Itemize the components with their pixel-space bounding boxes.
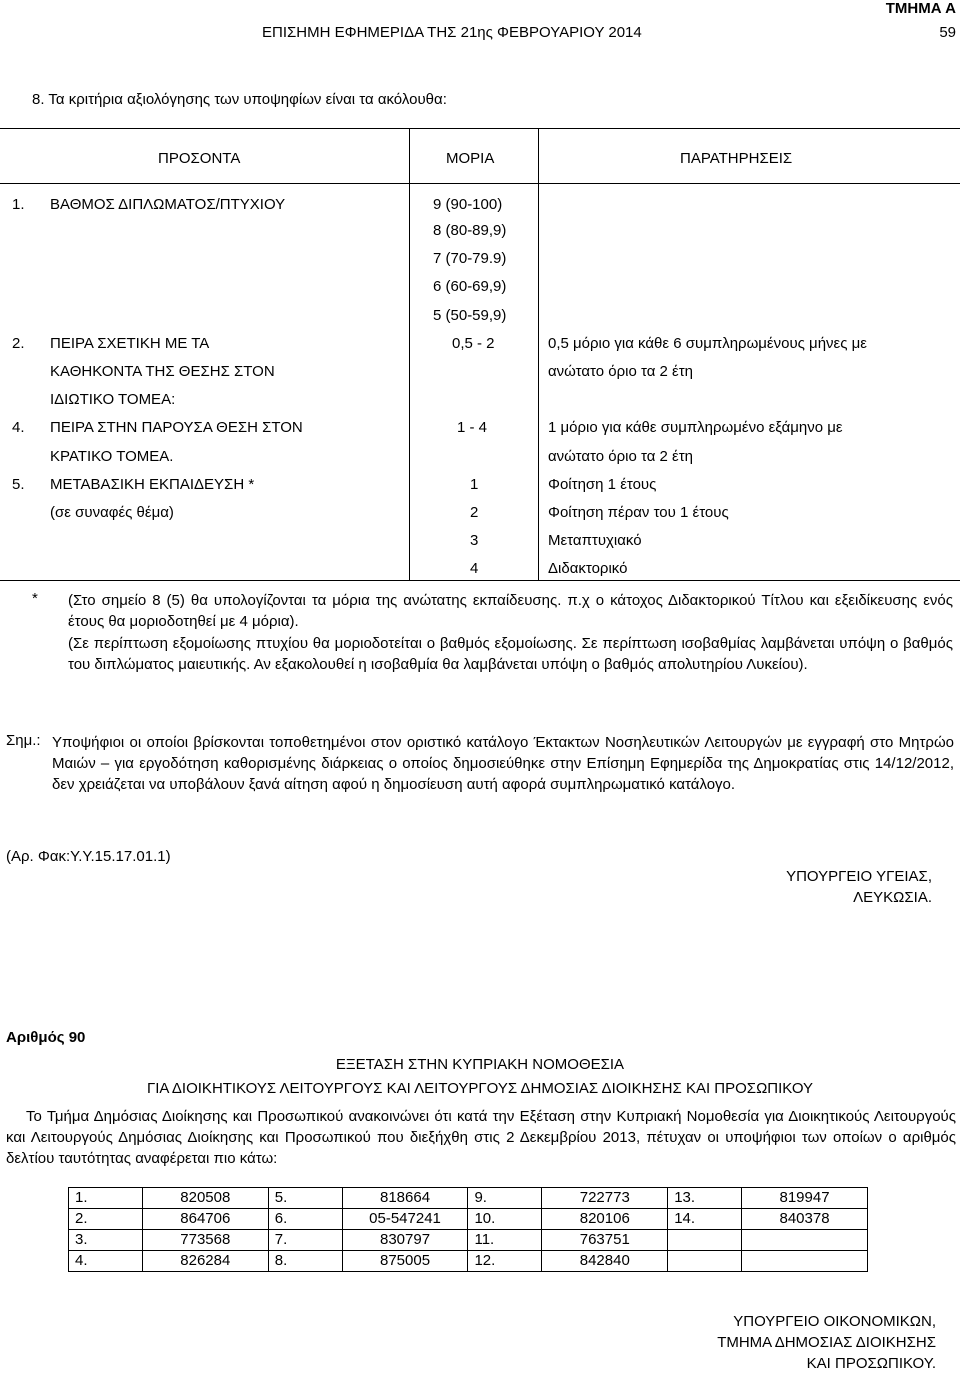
remark-text: Μεταπτυχιακό — [548, 532, 642, 549]
points-value: 0,5 - 2 — [452, 335, 495, 352]
gazette-title: ΕΠΙΣΗΜΗ ΕΦΗΜΕΡΙΔΑ ΤΗΣ 21ης ΦΕΒΡΟΥΑΡΙΟΥ 2014 — [262, 24, 642, 41]
table-bottom-border — [0, 580, 960, 581]
table-cell: 9. — [468, 1188, 542, 1209]
row-number: 1. — [12, 196, 25, 213]
table-cell: 826284 — [142, 1251, 268, 1272]
row-number: 4. — [12, 419, 25, 436]
points-value: 3 — [470, 532, 479, 549]
row-title: ΚΑΘΗΚΟΝΤΑ ΤΗΣ ΘΕΣΗΣ ΣΤΟΝ — [50, 363, 275, 380]
page-number: 59 — [939, 24, 956, 41]
points-value: 6 (60-69,9) — [433, 278, 507, 295]
remark-text: Διδακτορικό — [548, 560, 628, 577]
table-cell: 7. — [268, 1230, 342, 1251]
row-title: (σε συναφές θέμα) — [50, 504, 174, 521]
signature-line: ΚΑΙ ΠΡΟΣΩΠΙΚΟΥ. — [806, 1355, 936, 1372]
table-cell — [742, 1230, 868, 1251]
signature-line: ΛΕΥΚΩΣΙΑ. — [853, 889, 932, 906]
notice-body: Το Τμήμα Δημόσιας Διοίκησης και Προσωπικού ανακοινώνει ότι κατά την Εξέταση στην Κυπριακή Νομοθεσία για Διοικητικούς Λειτουργούς και Λειτουργούς Δημόσιας Διοίκησης και Προσωπικού που διεξήχθη στις 2 Δεκεμβρίου 2013, πέτυχαν οι υποψήφιοι των οποίων ο αριθμός δελτίου ταυτότητας αναφέρεται πιο κάτω: — [6, 1108, 956, 1167]
table-cell: 12. — [468, 1251, 542, 1272]
row-number: 2. — [12, 335, 25, 352]
table-cell: 864706 — [142, 1209, 268, 1230]
remark-text: 1 μόριο για κάθε συμπληρωμένο εξάμηνο με — [548, 419, 843, 436]
points-value: 4 — [470, 560, 479, 577]
id-table — [68, 1187, 868, 1272]
table-cell: 8. — [268, 1251, 342, 1272]
signature-block — [717, 1311, 936, 1374]
table-cell: 818664 — [342, 1188, 468, 1209]
table-row — [69, 1251, 868, 1272]
table-top-border — [0, 128, 960, 129]
table-cell: 5. — [268, 1188, 342, 1209]
row-title: ΠΕΙΡΑ ΣΧΕΤΙΚΗ ΜΕ ΤΑ — [50, 335, 210, 352]
footnote-marker: * — [32, 590, 38, 607]
notice-subtitle: ΓΙΑ ΔΙΟΙΚΗΤΙΚΟΥΣ ΛΕΙΤΟΥΡΓΟΥΣ ΚΑΙ ΛΕΙΤΟΥΡΓΟΥΣ ΔΗΜΟΣΙΑΣ ΔΙΟΙΚΗΣΗΣ ΚΑΙ ΠΡΟΣΩΠΙΚΟΥ — [146, 1080, 814, 1097]
signature-line: ΥΠΟΥΡΓΕΙΟ ΥΓΕΙΑΣ, — [786, 868, 932, 885]
points-value: 9 (90-100) — [433, 196, 503, 213]
table-cell: 2. — [69, 1209, 143, 1230]
row-title: ΜΕΤΑΒΑΣΙΚΗ ΕΚΠΑΙΔΕΥΣΗ * — [50, 476, 255, 493]
points-value: 2 — [470, 504, 479, 521]
remark-text: 0,5 μόριο για κάθε 6 συμπληρωμένους μήνες με — [548, 335, 867, 352]
notice-number: Αριθμός 90 — [6, 1029, 86, 1046]
table-cell: 14. — [668, 1209, 742, 1230]
points-value: 7 (70-79.9) — [433, 250, 507, 267]
criteria-intro: 8. Τα κριτήρια αξιολόγησης των υποψηφίων είναι τα ακόλουθα: — [32, 91, 447, 108]
remark-text: Φοίτηση πέραν του 1 έτους — [548, 504, 729, 521]
points-value: 1 — [470, 476, 479, 493]
table-cell: 842840 — [542, 1251, 668, 1272]
signature-block — [786, 866, 932, 908]
remark-text: ανώτατο όριο τα 2 έτη — [548, 363, 694, 380]
table-cell: 820508 — [142, 1188, 268, 1209]
points-value: 1 - 4 — [457, 419, 488, 436]
points-value: 5 (50-59,9) — [433, 307, 507, 324]
section-label: ΤΜΗΜΑ Α — [885, 0, 956, 17]
row-title: ΚΡΑΤΙΚΟ ΤΟΜΕΑ. — [50, 448, 174, 465]
col-header-remarks: ΠΑΡΑΤΗΡΗΣΕΙΣ — [680, 150, 793, 167]
table-cell — [668, 1230, 742, 1251]
table-cell — [742, 1251, 868, 1272]
col-header-qualifications: ΠΡΟΣΟΝΤΑ — [158, 150, 241, 167]
table-col-divider — [409, 128, 410, 580]
row-title: ΙΔΙΩΤΙΚΟ ΤΟΜΕΑ: — [50, 391, 176, 408]
table-cell — [668, 1251, 742, 1272]
table-cell: 773568 — [142, 1230, 268, 1251]
table-cell: 819947 — [742, 1188, 868, 1209]
table-cell: 11. — [468, 1230, 542, 1251]
table-row — [69, 1188, 868, 1209]
row-number: 5. — [12, 476, 25, 493]
table-row — [69, 1209, 868, 1230]
table-cell: 13. — [668, 1188, 742, 1209]
row-title: ΒΑΘΜΟΣ ΔΙΠΛΩΜΑΤΟΣ/ΠΤΥΧΙΟΥ — [50, 196, 286, 213]
table-header-border — [0, 183, 960, 184]
table-cell: 722773 — [542, 1188, 668, 1209]
table-cell: 3. — [69, 1230, 143, 1251]
table-cell: 830797 — [342, 1230, 468, 1251]
table-cell: 1. — [69, 1188, 143, 1209]
table-cell: 6. — [268, 1209, 342, 1230]
table-cell: 763751 — [542, 1230, 668, 1251]
signature-line: ΤΜΗΜΑ ΔΗΜΟΣΙΑΣ ΔΙΟΙΚΗΣΗΣ — [717, 1334, 936, 1351]
row-title: ΠΕΙΡΑ ΣΤΗΝ ΠΑΡΟΥΣΑ ΘΕΣΗ ΣΤΟΝ — [50, 419, 303, 436]
notice-title: ΕΞΕΤΑΣΗ ΣΤΗΝ ΚΥΠΡΙΑΚΗ ΝΟΜΟΘΕΣΙΑ — [335, 1056, 625, 1073]
points-value: 8 (80-89,9) — [433, 222, 507, 239]
footnote-text: (Στο σημείο 8 (5) θα υπολογίζονται τα μόρια της ανώτατης εκπαίδευσης. π.χ ο κάτοχος Διδακτορικού Τίτλου και εξειδίκευσης ενός έτους θα μοριοδοτηθεί με 4 μόρια). — [68, 592, 953, 630]
remark-text: ανώτατο όριο τα 2 έτη — [548, 448, 694, 465]
col-header-points: ΜΟΡΙΑ — [446, 150, 495, 167]
table-cell: 875005 — [342, 1251, 468, 1272]
table-cell: 05-547241 — [342, 1209, 468, 1230]
table-col-divider — [538, 128, 539, 580]
remark-label: Σημ.: — [6, 732, 41, 749]
remark-text: Φοίτηση 1 έτους — [548, 476, 657, 493]
table-cell: 820106 — [542, 1209, 668, 1230]
table-cell: 4. — [69, 1251, 143, 1272]
signature-line: ΥΠΟΥΡΓΕΙΟ ΟΙΚΟΝΟΜΙΚΩΝ, — [733, 1313, 936, 1330]
footnote-text: (Σε περίπτωση εξομοίωσης πτυχίου θα μοριοδοτείται ο βαθμός εξομοίωσης. Σε περίπτωση ισοβαθμίας λαμβάνεται υπόψη ο βαθμός του διπλώματος μαιευτικής. Αν εξακολουθεί η ισοβαθμία θα λαμβάνεται υπόψη ο βαθμός απολυτηρίου Λυκείου). — [68, 635, 953, 673]
file-reference: (Αρ. Φακ:Υ.Υ.15.17.01.1) — [6, 848, 171, 865]
remark-text: Υποψήφιοι οι οποίοι βρίσκονται τοποθετημένοι στον οριστικό κατάλογο Έκτακτων Νοσηλευτικών Λειτουργών με εγγραφή στο Μητρώο Μαιών – για εργοδότηση καθορισμένης διάρκειας ο οποίος δημοσιεύθηκε στην Επίσημη Εφημερίδα της Δημοκρατίας στις 14/12/2012, δεν χρειάζεται να υποβάλουν ξανά αίτηση αφού η δημοσίευση αυτή αφορά συμπληρωματικό κατάλογο. — [52, 734, 954, 793]
table-cell: 10. — [468, 1209, 542, 1230]
table-cell: 840378 — [742, 1209, 868, 1230]
table-row — [69, 1230, 868, 1251]
